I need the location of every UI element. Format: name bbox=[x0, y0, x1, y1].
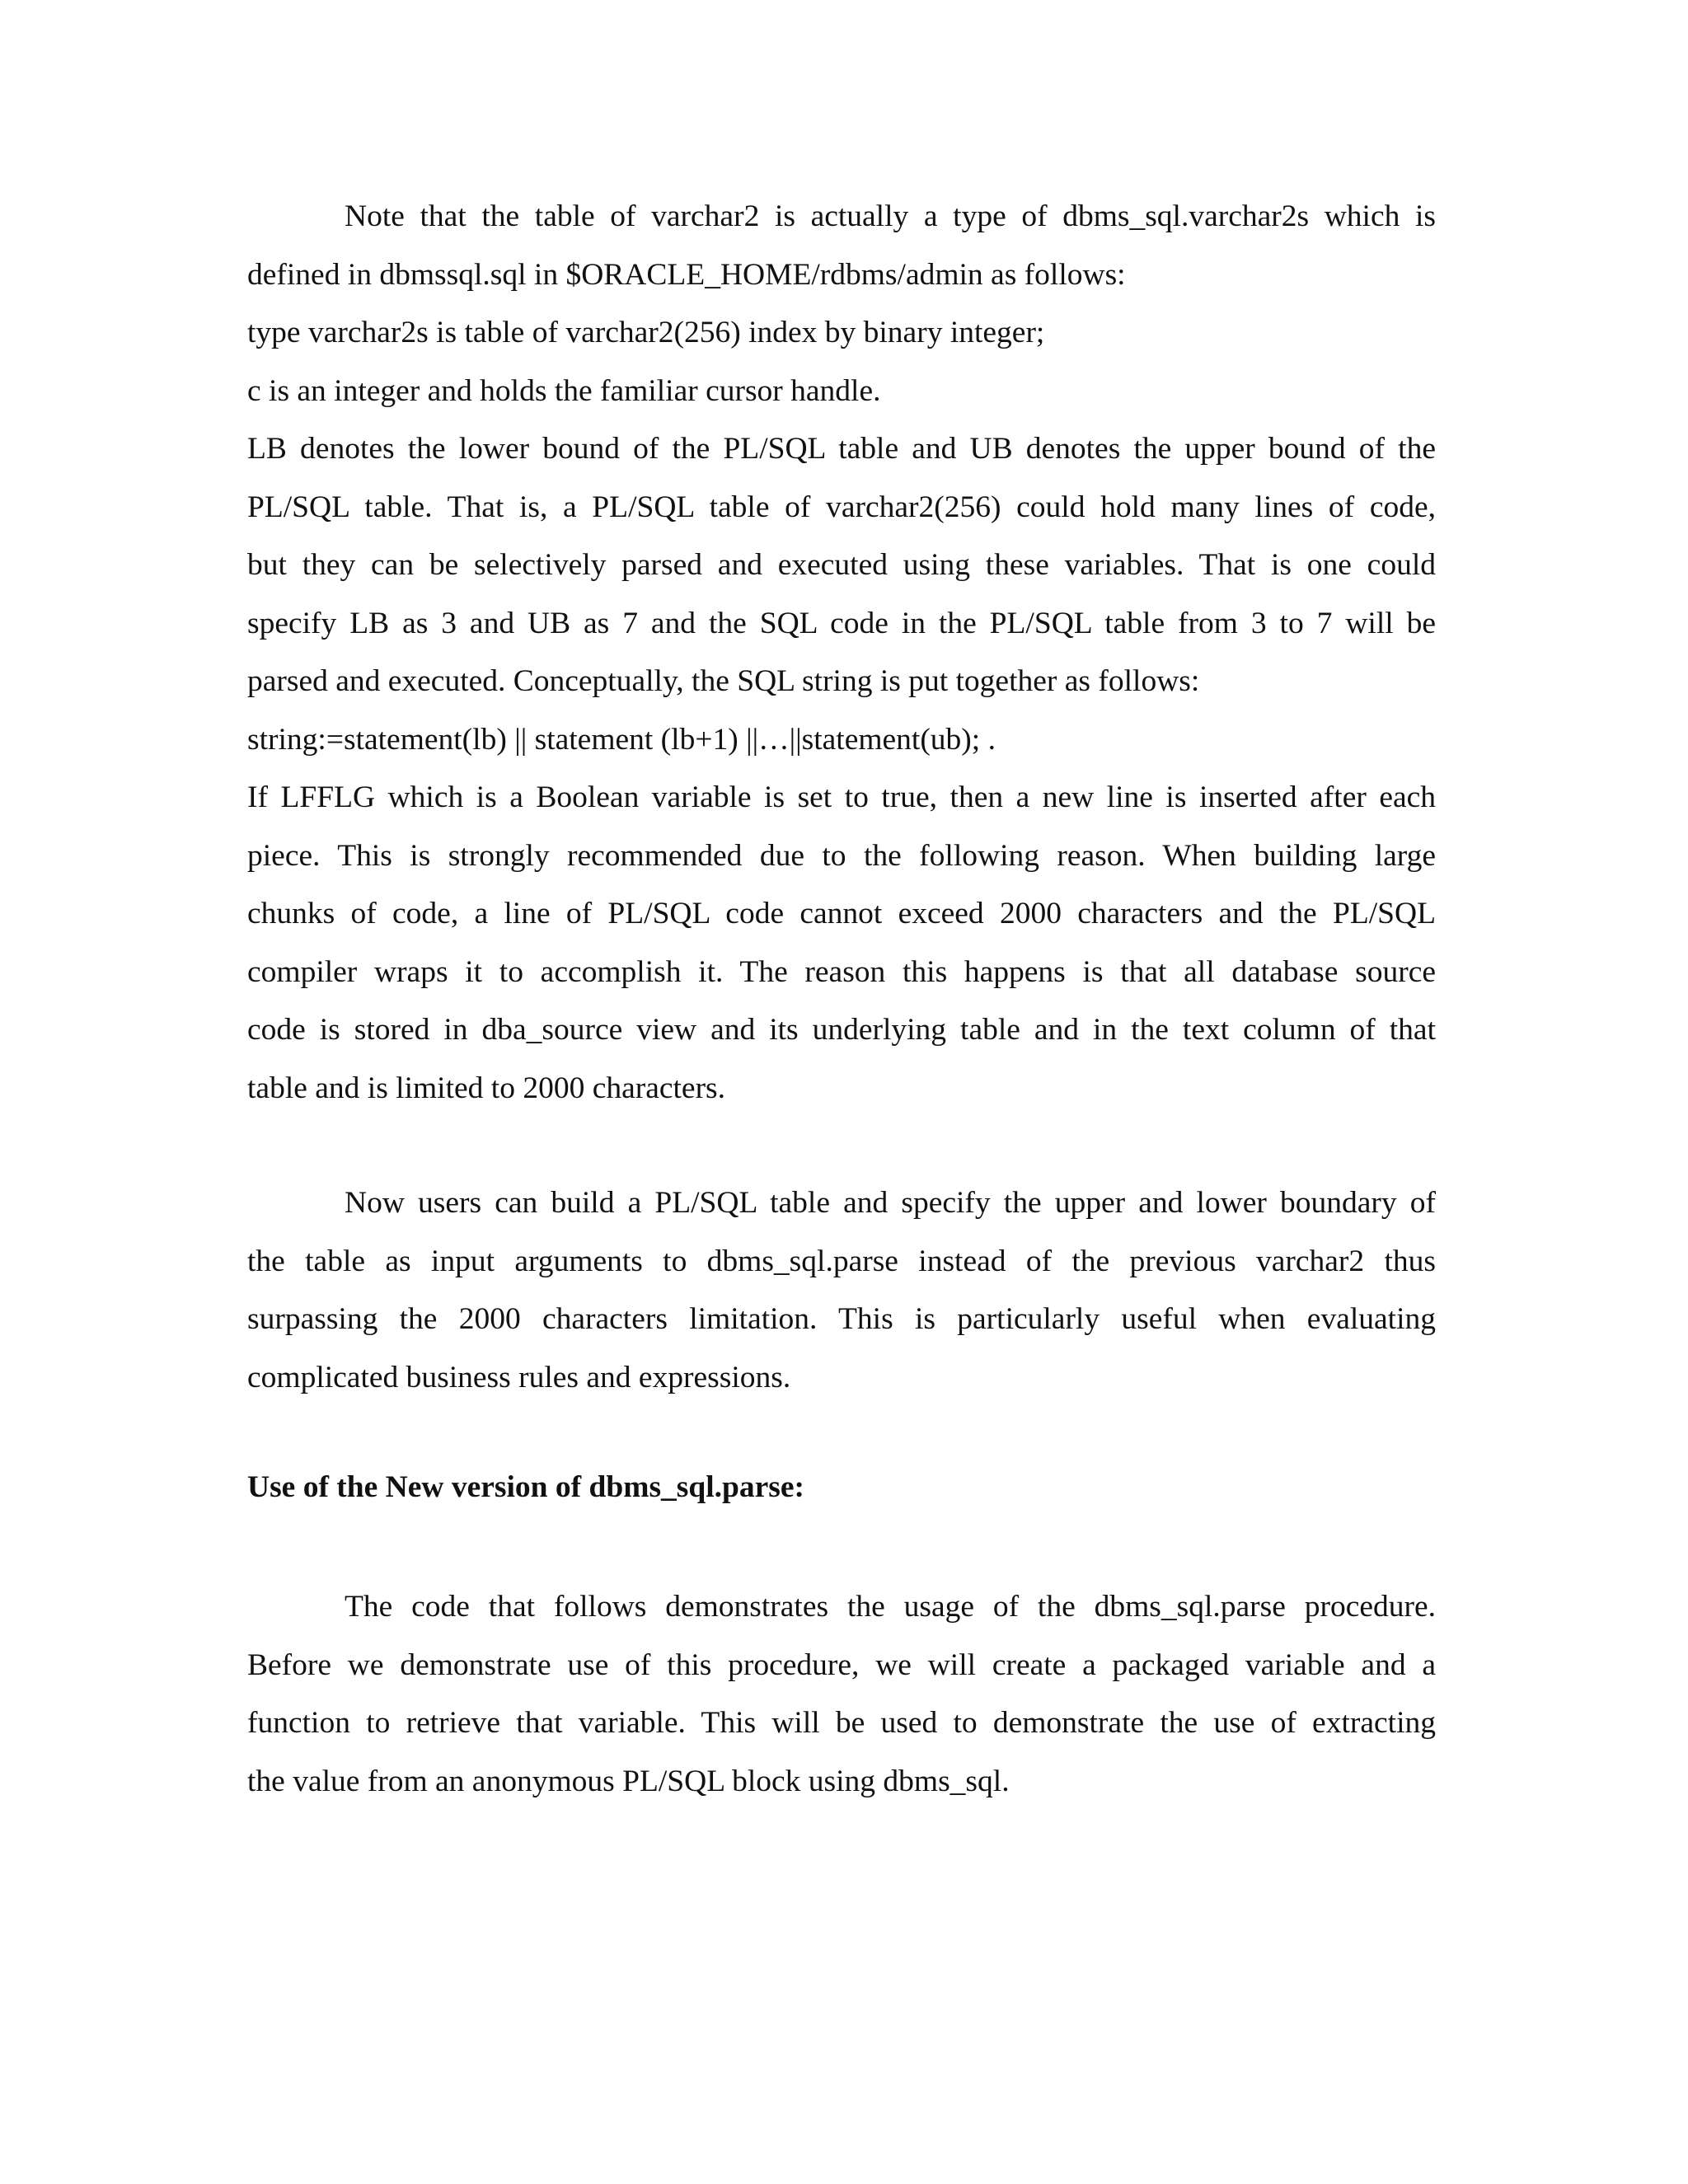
text-line: piece. This is strongly recommended due to the following reason. When building large bbox=[247, 838, 1436, 873]
text-line: string:=statement(lb) || statement (lb+1) ||…||statement(ub); . bbox=[247, 722, 996, 757]
text-line: table and is limited to 2000 characters. bbox=[247, 1071, 726, 1105]
paragraph-code-demonstration bbox=[247, 1578, 1436, 1811]
text-line: surpassing the 2000 characters limitation. This is particularly useful when evaluating bbox=[247, 1302, 1436, 1336]
paragraph-dbms-sql-varchar2s bbox=[247, 188, 1436, 1118]
section-heading: Use of the New version of dbms_sql.parse: bbox=[247, 1470, 805, 1504]
text-line: specify LB as 3 and UB as 7 and the SQL code in the PL/SQL table from 3 to 7 will be bbox=[247, 606, 1436, 640]
paragraph-plsql-table-boundaries bbox=[247, 1174, 1436, 1407]
text-line: complicated business rules and expressions. bbox=[247, 1360, 791, 1394]
text-line: the table as input arguments to dbms_sql.parse instead of the previous varchar2 thus bbox=[247, 1244, 1436, 1278]
text-line: The code that follows demonstrates the usage of the dbms_sql.parse procedure. bbox=[345, 1590, 1436, 1624]
text-line: PL/SQL table. That is, a PL/SQL table of varchar2(256) could hold many lines of code, bbox=[247, 490, 1436, 524]
text-line: but they can be selectively parsed and executed using these variables. That is one could bbox=[247, 548, 1436, 582]
text-line: function to retrieve that variable. This will be used to demonstrate the use of extracting bbox=[247, 1706, 1436, 1740]
text-line: Before we demonstrate use of this procedure, we will create a packaged variable and a bbox=[247, 1647, 1436, 1682]
text-line: chunks of code, a line of PL/SQL code cannot exceed 2000 characters and the PL/SQL bbox=[247, 897, 1436, 930]
text-line: Now users can build a PL/SQL table and specify the upper and lower boundary of bbox=[345, 1186, 1436, 1220]
text-line: compiler wraps it to accomplish it. The reason this happens is that all database source bbox=[247, 954, 1436, 989]
text-line: parsed and executed. Conceptually, the SQL string is put together as follows: bbox=[247, 664, 1200, 698]
text-line: LB denotes the lower bound of the PL/SQL table and UB denotes the upper bound of the bbox=[247, 432, 1436, 466]
text-line: c is an integer and holds the familiar cursor handle. bbox=[247, 373, 881, 408]
text-line: defined in dbmssql.sql in $ORACLE_HOME/rdbms/admin as follows: bbox=[247, 257, 1126, 292]
text-line: code is stored in dba_source view and its underlying table and in the text column of that bbox=[247, 1013, 1436, 1047]
text-line: Note that the table of varchar2 is actually a type of dbms_sql.varchar2s which is bbox=[345, 199, 1436, 233]
text-line: the value from an anonymous PL/SQL block using dbms_sql. bbox=[247, 1764, 1010, 1798]
text-line: type varchar2s is table of varchar2(256) index by binary integer; bbox=[247, 316, 1045, 349]
text-line: If LFFLG which is a Boolean variable is set to true, then a new line is inserted after each bbox=[247, 780, 1436, 814]
